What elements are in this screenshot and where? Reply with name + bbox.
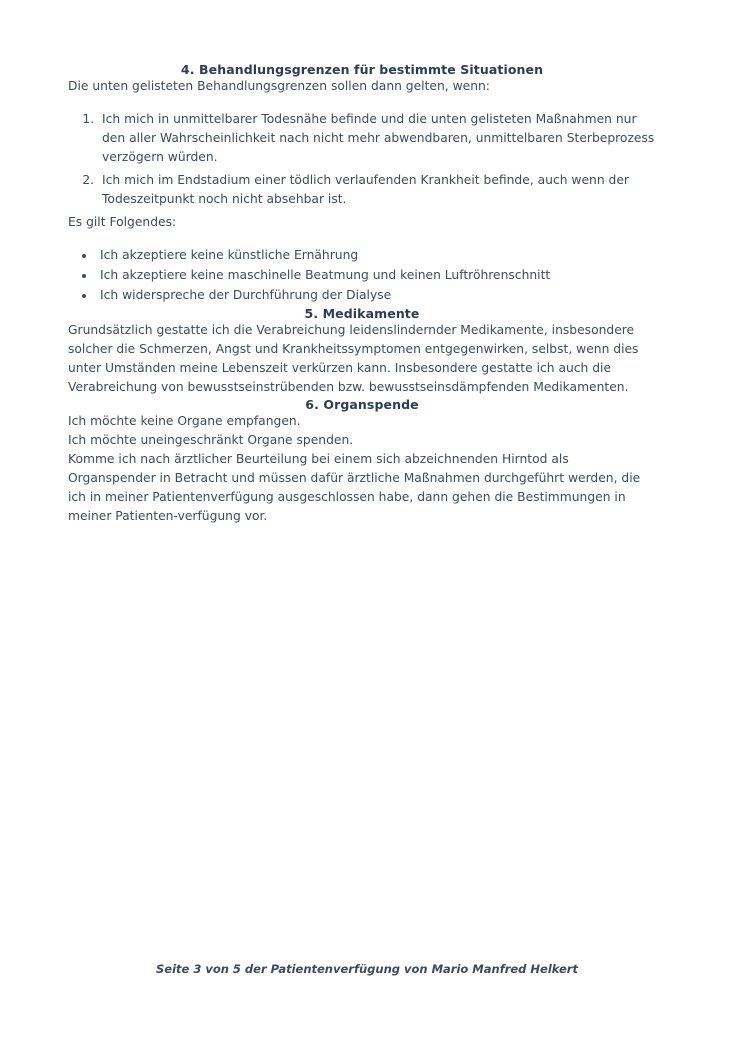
section-4-subintro: Es gilt Folgendes: bbox=[68, 215, 177, 230]
page-footer: Seite 3 von 5 der Patientenverfügung von Mario Manfred Helkert bbox=[156, 962, 578, 976]
section-heading-5: 5. Medikamente bbox=[304, 306, 420, 322]
section-4-bullet-list bbox=[68, 246, 656, 306]
section-6-body-1: Ich möchte keine Organe empfangen. bbox=[68, 414, 301, 429]
section-heading-6: 6. Organspende bbox=[305, 397, 419, 413]
section-5-body: Grundsätzlich gestatte ich die Verabreichung leidenslindernder Medikamente, insbesondere solcher die Schmerzen, Angst und Krankheitssymptomen entgegenwirken, selbst, wenn dies unter Umständen meine Lebenszeit verkürzen kann. Insbesondere gestatte ich auch die Verabreichung von bewusstseinstrübenden bzw. bewusstseinsdämpfenden Medikamenten. bbox=[68, 323, 639, 395]
section-4-intro: Die unten gelisteten Behandlungsgrenzen sollen dann gelten, wenn: bbox=[68, 79, 490, 93]
list-item: 1. Ich mich in unmittelbarer Todesnähe befinde und die unten gelisteten Maßnahmen nur den aller Wahrscheinlichkeit nach nicht mehr abwendbaren, unmittelbaren Sterbeprozess verzögern würden. bbox=[98, 110, 656, 167]
list-item: • Ich akzeptiere keine künstliche Ernährung bbox=[96, 246, 656, 266]
section-6-body-2: Ich möchte uneingeschränkt Organe spenden. bbox=[68, 433, 354, 448]
section-heading-4: 4. Behandlungsgrenzen für bestimmte Situationen bbox=[180, 62, 544, 77]
section-6-body-3: Komme ich nach ärztlicher Beurteilung bei einem sich abzeichnenden Hirntod als Organspender in Betracht und müssen dafür ärztliche Maßnahmen durchgeführt werden, die ich in meiner Patientenverfügung ausgeschlossen habe, dann gehen die Bestimmungen in meiner Patienten-verfügung vor. bbox=[68, 452, 641, 524]
list-item: • Ich widerspreche der Durchführung der Dialyse bbox=[96, 286, 656, 306]
list-item: • Ich akzeptiere keine maschinelle Beatmung und keinen Luftröhrenschnitt bbox=[96, 266, 656, 286]
list-item: 2. Ich mich im Endstadium einer tödlich verlaufenden Krankheit befinde, auch wenn der Todeszeitpunkt noch nicht absehbar ist. bbox=[98, 171, 656, 209]
section-4-numbered-list bbox=[68, 110, 656, 209]
document-body bbox=[68, 62, 656, 527]
